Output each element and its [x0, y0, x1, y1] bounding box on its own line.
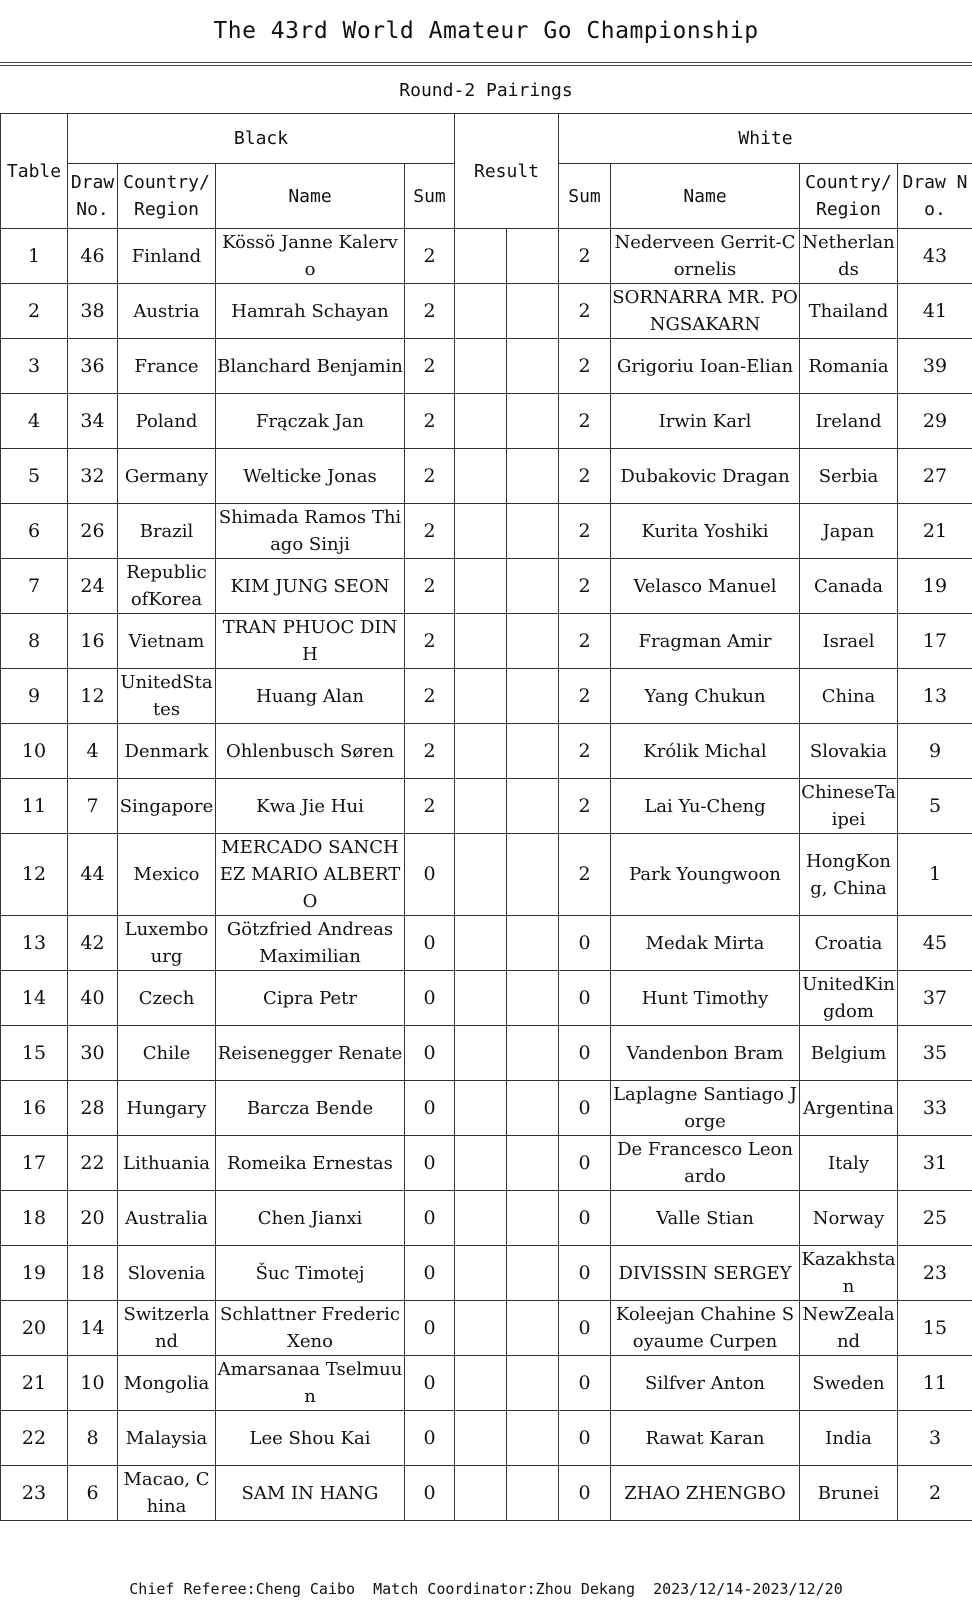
white-country: Ireland	[800, 394, 898, 449]
white-name: Yang Chukun	[611, 669, 800, 724]
black-name: Romeika Ernestas	[216, 1136, 405, 1191]
white-name: Fragman Amir	[611, 614, 800, 669]
white-country: Argentina	[800, 1081, 898, 1136]
table-row	[1, 669, 972, 724]
black-country: Brazil	[118, 504, 216, 559]
result-white	[507, 1466, 559, 1521]
black-name: TRAN PHUOC DINH	[216, 614, 405, 669]
black-draw-no: 42	[68, 916, 118, 971]
black-sum: 2	[405, 504, 455, 559]
black-country: Finland	[118, 229, 216, 284]
table-row	[1, 1411, 972, 1466]
table-row	[1, 1026, 972, 1081]
white-country: ChineseTaipei	[800, 779, 898, 834]
black-sum: 0	[405, 1466, 455, 1521]
result-white	[507, 394, 559, 449]
white-sum: 0	[559, 1136, 611, 1191]
black-name: Shimada Ramos Thiago Sinji	[216, 504, 405, 559]
black-draw-no: 12	[68, 669, 118, 724]
black-country: Mexico	[118, 834, 216, 916]
white-sum: 2	[559, 229, 611, 284]
white-name: Velasco Manuel	[611, 559, 800, 614]
white-country: Romania	[800, 339, 898, 394]
white-country: Slovakia	[800, 724, 898, 779]
table-number: 7	[1, 559, 68, 614]
black-name: Götzfried Andreas Maximilian	[216, 916, 405, 971]
white-name: Medak Mirta	[611, 916, 800, 971]
result-white	[507, 1191, 559, 1246]
black-draw-no: 4	[68, 724, 118, 779]
black-sum: 2	[405, 394, 455, 449]
table-row	[1, 504, 972, 559]
black-sum: 0	[405, 834, 455, 916]
white-country: Brunei	[800, 1466, 898, 1521]
table-row	[1, 229, 972, 284]
white-name: Grigoriu Ioan-Elian	[611, 339, 800, 394]
white-sum: 2	[559, 504, 611, 559]
table-row	[1, 1356, 972, 1411]
white-draw-no: 13	[898, 669, 972, 724]
table-number: 17	[1, 1136, 68, 1191]
black-sum: 0	[405, 1191, 455, 1246]
result-white	[507, 339, 559, 394]
black-draw-no: 30	[68, 1026, 118, 1081]
result-black	[455, 614, 507, 669]
black-sum: 2	[405, 614, 455, 669]
black-name: MERCADO SANCHEZ MARIO ALBERTO	[216, 834, 405, 916]
black-name: Šuc Timotej	[216, 1246, 405, 1301]
table-row	[1, 614, 972, 669]
white-sum: 2	[559, 449, 611, 504]
white-country: China	[800, 669, 898, 724]
white-sum: 0	[559, 1246, 611, 1301]
pairings-body	[1, 229, 972, 1521]
result-black	[455, 504, 507, 559]
black-draw-no: 7	[68, 779, 118, 834]
black-sum: 0	[405, 1301, 455, 1356]
black-sum: 2	[405, 449, 455, 504]
table-number: 14	[1, 971, 68, 1026]
result-white	[507, 229, 559, 284]
white-sum: 2	[559, 559, 611, 614]
table-row	[1, 1136, 972, 1191]
table-number: 16	[1, 1081, 68, 1136]
header-white-country: Country/ Region	[800, 164, 898, 229]
result-white	[507, 1356, 559, 1411]
white-draw-no: 37	[898, 971, 972, 1026]
table-row	[1, 834, 972, 916]
table-row	[1, 724, 972, 779]
header-black: Black	[68, 114, 455, 164]
white-draw-no: 17	[898, 614, 972, 669]
header-white: White	[559, 114, 972, 164]
black-country: Denmark	[118, 724, 216, 779]
black-country: Malaysia	[118, 1411, 216, 1466]
table-number: 4	[1, 394, 68, 449]
table-number: 19	[1, 1246, 68, 1301]
header-white-draw-no: Draw No.	[898, 164, 972, 229]
black-country: Slovenia	[118, 1246, 216, 1301]
result-black	[455, 724, 507, 779]
white-name: Rawat Karan	[611, 1411, 800, 1466]
white-country: Kazakhstan	[800, 1246, 898, 1301]
result-black	[455, 971, 507, 1026]
black-country: Macao, China	[118, 1466, 216, 1521]
black-draw-no: 28	[68, 1081, 118, 1136]
white-draw-no: 2	[898, 1466, 972, 1521]
table-number: 12	[1, 834, 68, 916]
header-black-name: Name	[216, 164, 405, 229]
black-name: Hamrah Schayan	[216, 284, 405, 339]
black-sum: 0	[405, 1411, 455, 1466]
result-black	[455, 1136, 507, 1191]
result-white	[507, 779, 559, 834]
table-number: 21	[1, 1356, 68, 1411]
white-name: Kurita Yoshiki	[611, 504, 800, 559]
white-country: Netherlands	[800, 229, 898, 284]
white-name: De Francesco Leonardo	[611, 1136, 800, 1191]
white-sum: 2	[559, 669, 611, 724]
table-row	[1, 284, 972, 339]
table-number: 5	[1, 449, 68, 504]
result-black	[455, 394, 507, 449]
black-name: Kwa Jie Hui	[216, 779, 405, 834]
black-name: SAM IN HANG	[216, 1466, 405, 1521]
black-country: Lithuania	[118, 1136, 216, 1191]
result-black	[455, 1301, 507, 1356]
result-black	[455, 1246, 507, 1301]
table-number: 22	[1, 1411, 68, 1466]
table-row	[1, 559, 972, 614]
black-sum: 2	[405, 779, 455, 834]
table-number: 9	[1, 669, 68, 724]
white-sum: 2	[559, 394, 611, 449]
white-draw-no: 1	[898, 834, 972, 916]
white-draw-no: 31	[898, 1136, 972, 1191]
result-black	[455, 669, 507, 724]
black-name: Chen Jianxi	[216, 1191, 405, 1246]
white-sum: 2	[559, 834, 611, 916]
result-black	[455, 1026, 507, 1081]
white-draw-no: 35	[898, 1026, 972, 1081]
result-black	[455, 834, 507, 916]
black-country: Australia	[118, 1191, 216, 1246]
table-row	[1, 779, 972, 834]
black-country: UnitedStates	[118, 669, 216, 724]
table-row	[1, 916, 972, 971]
white-country: HongKong, China	[800, 834, 898, 916]
white-country: Israel	[800, 614, 898, 669]
white-sum: 2	[559, 284, 611, 339]
table-row	[1, 1191, 972, 1246]
black-draw-no: 24	[68, 559, 118, 614]
table-number: 15	[1, 1026, 68, 1081]
white-sum: 0	[559, 1191, 611, 1246]
white-draw-no: 33	[898, 1081, 972, 1136]
black-sum: 0	[405, 1026, 455, 1081]
result-white	[507, 449, 559, 504]
white-name: Silfver Anton	[611, 1356, 800, 1411]
black-country: Poland	[118, 394, 216, 449]
black-sum: 2	[405, 229, 455, 284]
result-black	[455, 1081, 507, 1136]
black-draw-no: 6	[68, 1466, 118, 1521]
table-number: 3	[1, 339, 68, 394]
white-draw-no: 21	[898, 504, 972, 559]
black-sum: 0	[405, 1356, 455, 1411]
white-sum: 0	[559, 1466, 611, 1521]
white-draw-no: 9	[898, 724, 972, 779]
white-draw-no: 39	[898, 339, 972, 394]
black-sum: 0	[405, 1081, 455, 1136]
white-draw-no: 19	[898, 559, 972, 614]
table-row	[1, 1246, 972, 1301]
black-country: Switzerland	[118, 1301, 216, 1356]
white-name: Koleejan Chahine Soyaume Curpen	[611, 1301, 800, 1356]
result-black	[455, 1356, 507, 1411]
white-sum: 0	[559, 1026, 611, 1081]
result-black	[455, 559, 507, 614]
black-name: Amarsanaa Tselmuun	[216, 1356, 405, 1411]
white-sum: 2	[559, 339, 611, 394]
result-white	[507, 669, 559, 724]
header-white-name: Name	[611, 164, 800, 229]
black-country: Austria	[118, 284, 216, 339]
black-country: Chile	[118, 1026, 216, 1081]
match-coordinator: Match Coordinator:Zhou Dekang	[373, 1580, 636, 1598]
white-name: Vandenbon Bram	[611, 1026, 800, 1081]
white-country: UnitedKingdom	[800, 971, 898, 1026]
championship-dates: 2023/12/14-2023/12/20	[653, 1580, 843, 1598]
black-draw-no: 40	[68, 971, 118, 1026]
white-country: India	[800, 1411, 898, 1466]
table-row	[1, 1466, 972, 1521]
black-name: KIM JUNG SEON	[216, 559, 405, 614]
title-divider-double	[0, 65, 972, 66]
table-number: 2	[1, 284, 68, 339]
result-black	[455, 339, 507, 394]
black-name: Barcza Bende	[216, 1081, 405, 1136]
result-white	[507, 1411, 559, 1466]
black-sum: 2	[405, 669, 455, 724]
result-white	[507, 1246, 559, 1301]
black-draw-no: 22	[68, 1136, 118, 1191]
black-draw-no: 10	[68, 1356, 118, 1411]
black-name: Reisenegger Renate	[216, 1026, 405, 1081]
black-draw-no: 18	[68, 1246, 118, 1301]
white-draw-no: 11	[898, 1356, 972, 1411]
white-name: Dubakovic Dragan	[611, 449, 800, 504]
white-draw-no: 41	[898, 284, 972, 339]
white-sum: 0	[559, 1356, 611, 1411]
white-country: Canada	[800, 559, 898, 614]
white-country: Sweden	[800, 1356, 898, 1411]
black-country: Singapore	[118, 779, 216, 834]
pairings-table	[0, 113, 972, 1521]
white-country: Thailand	[800, 284, 898, 339]
black-country: France	[118, 339, 216, 394]
result-white	[507, 504, 559, 559]
table-row	[1, 1301, 972, 1356]
white-draw-no: 23	[898, 1246, 972, 1301]
result-white	[507, 284, 559, 339]
white-name: Nederveen Gerrit-Cornelis	[611, 229, 800, 284]
page-title: The 43rd World Amateur Go Championship	[213, 18, 759, 44]
white-name: Królik Michal	[611, 724, 800, 779]
table-row	[1, 971, 972, 1026]
table-number: 13	[1, 916, 68, 971]
result-white	[507, 1301, 559, 1356]
round-subtitle: Round-2 Pairings	[399, 79, 573, 101]
header-table: Table	[1, 114, 68, 229]
black-sum: 0	[405, 1246, 455, 1301]
table-number: 1	[1, 229, 68, 284]
black-draw-no: 26	[68, 504, 118, 559]
result-white	[507, 1081, 559, 1136]
black-draw-no: 32	[68, 449, 118, 504]
result-black	[455, 284, 507, 339]
table-number: 8	[1, 614, 68, 669]
white-draw-no: 29	[898, 394, 972, 449]
black-name: Frączak Jan	[216, 394, 405, 449]
header-white-sum: Sum	[559, 164, 611, 229]
black-draw-no: 46	[68, 229, 118, 284]
header-black-sum: Sum	[405, 164, 455, 229]
table-row	[1, 394, 972, 449]
white-name: Valle Stian	[611, 1191, 800, 1246]
black-draw-no: 34	[68, 394, 118, 449]
black-draw-no: 44	[68, 834, 118, 916]
white-draw-no: 45	[898, 916, 972, 971]
black-name: Ohlenbusch Søren	[216, 724, 405, 779]
black-sum: 2	[405, 559, 455, 614]
white-name: SORNARRA MR. PONGSAKARN	[611, 284, 800, 339]
white-country: NewZealand	[800, 1301, 898, 1356]
black-country: Czech	[118, 971, 216, 1026]
table-number: 6	[1, 504, 68, 559]
white-country: Serbia	[800, 449, 898, 504]
result-black	[455, 449, 507, 504]
title-divider	[0, 62, 972, 63]
table-number: 18	[1, 1191, 68, 1246]
result-black	[455, 229, 507, 284]
black-name: Cipra Petr	[216, 971, 405, 1026]
result-black	[455, 1411, 507, 1466]
chief-referee: Chief Referee:Cheng Caibo	[129, 1580, 356, 1598]
black-sum: 2	[405, 724, 455, 779]
result-white	[507, 834, 559, 916]
black-country: Luxembourg	[118, 916, 216, 971]
black-draw-no: 8	[68, 1411, 118, 1466]
header-black-draw-no: Draw No.	[68, 164, 118, 229]
header-result: Result	[455, 114, 559, 229]
white-draw-no: 15	[898, 1301, 972, 1356]
white-sum: 2	[559, 614, 611, 669]
footer	[0, 1578, 972, 1600]
black-draw-no: 20	[68, 1191, 118, 1246]
result-white	[507, 559, 559, 614]
black-country: Hungary	[118, 1081, 216, 1136]
result-white	[507, 971, 559, 1026]
white-draw-no: 3	[898, 1411, 972, 1466]
black-country: Germany	[118, 449, 216, 504]
result-white	[507, 724, 559, 779]
white-name: ZHAO ZHENGBO	[611, 1466, 800, 1521]
black-country: Vietnam	[118, 614, 216, 669]
black-sum: 0	[405, 1136, 455, 1191]
white-sum: 2	[559, 779, 611, 834]
white-draw-no: 43	[898, 229, 972, 284]
result-black	[455, 779, 507, 834]
white-country: Japan	[800, 504, 898, 559]
white-country: Belgium	[800, 1026, 898, 1081]
black-draw-no: 14	[68, 1301, 118, 1356]
white-sum: 0	[559, 916, 611, 971]
result-black	[455, 1191, 507, 1246]
white-draw-no: 5	[898, 779, 972, 834]
white-draw-no: 25	[898, 1191, 972, 1246]
black-draw-no: 36	[68, 339, 118, 394]
black-draw-no: 38	[68, 284, 118, 339]
white-sum: 0	[559, 971, 611, 1026]
black-name: Kössö Janne Kalervo	[216, 229, 405, 284]
white-draw-no: 27	[898, 449, 972, 504]
white-name: Irwin Karl	[611, 394, 800, 449]
black-sum: 2	[405, 339, 455, 394]
white-country: Italy	[800, 1136, 898, 1191]
white-name: DIVISSIN SERGEY	[611, 1246, 800, 1301]
black-name: Welticke Jonas	[216, 449, 405, 504]
white-sum: 0	[559, 1411, 611, 1466]
white-sum: 0	[559, 1301, 611, 1356]
result-white	[507, 1026, 559, 1081]
black-sum: 0	[405, 916, 455, 971]
black-name: Lee Shou Kai	[216, 1411, 405, 1466]
white-country: Norway	[800, 1191, 898, 1246]
white-name: Park Youngwoon	[611, 834, 800, 916]
white-country: Croatia	[800, 916, 898, 971]
black-country: Republic ofKorea	[118, 559, 216, 614]
result-black	[455, 916, 507, 971]
table-number: 10	[1, 724, 68, 779]
result-white	[507, 1136, 559, 1191]
result-white	[507, 614, 559, 669]
table-row	[1, 1081, 972, 1136]
result-white	[507, 916, 559, 971]
table-number: 20	[1, 1301, 68, 1356]
white-name: Lai Yu-Cheng	[611, 779, 800, 834]
table-row	[1, 449, 972, 504]
white-sum: 0	[559, 1081, 611, 1136]
black-sum: 0	[405, 971, 455, 1026]
black-sum: 2	[405, 284, 455, 339]
black-name: Huang Alan	[216, 669, 405, 724]
black-draw-no: 16	[68, 614, 118, 669]
black-name: Schlattner Frederic Xeno	[216, 1301, 405, 1356]
result-black	[455, 1466, 507, 1521]
white-name: Hunt Timothy	[611, 971, 800, 1026]
table-number: 23	[1, 1466, 68, 1521]
white-name: Laplagne Santiago Jorge	[611, 1081, 800, 1136]
table-number: 11	[1, 779, 68, 834]
table-row	[1, 339, 972, 394]
black-name: Blanchard Benjamin	[216, 339, 405, 394]
white-sum: 2	[559, 724, 611, 779]
black-country: Mongolia	[118, 1356, 216, 1411]
header-black-country: Country/ Region	[118, 164, 216, 229]
